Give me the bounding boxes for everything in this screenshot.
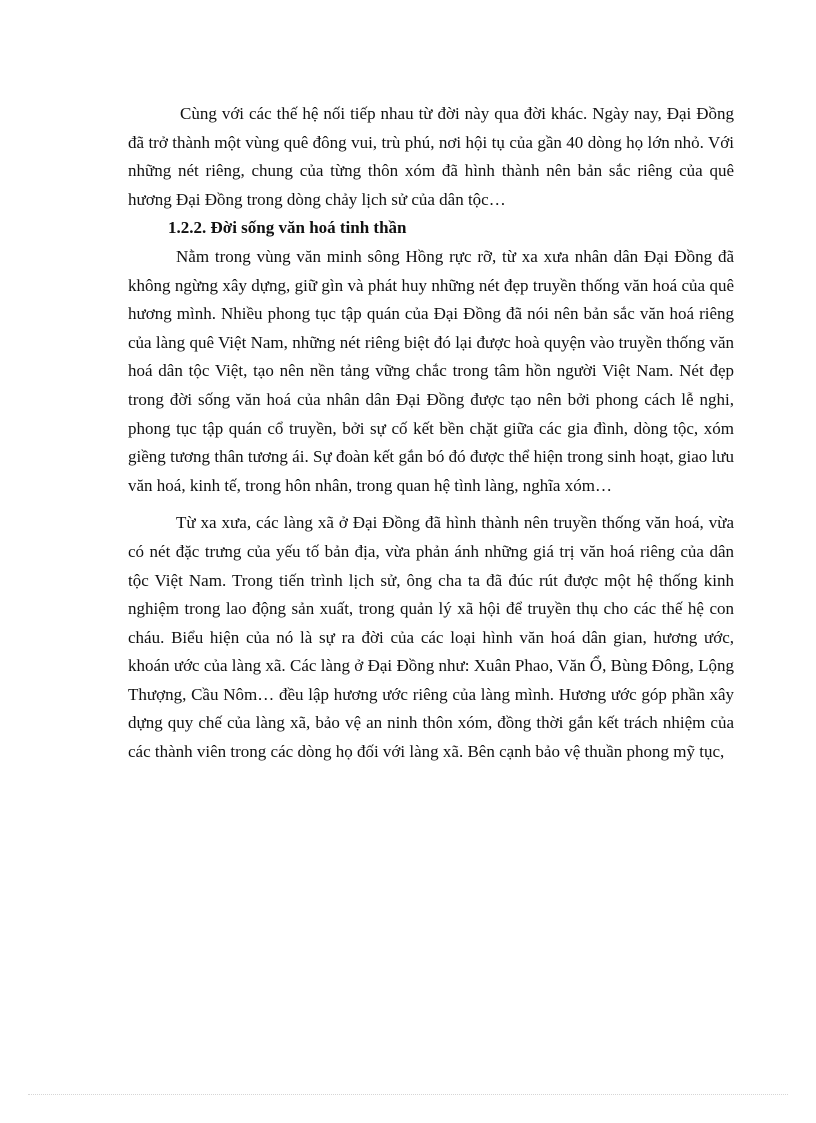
paragraph-culture: Nằm trong vùng văn minh sông Hồng rực rỡ, từ xa xưa nhân dân Đại Đồng đã không ngừng xây dựng, giữ gìn và phát huy những nét đẹp truyền thống văn hoá của quê hương mình. Nhiều phong tục tập quán của Đại Đồng đã nói nên bản sắc văn hoá riêng của làng quê Việt Nam, những nét riêng biệt đó lại được hoà quyện vào truyền thống văn hoá dân tộc Việt, tạo nên nền tảng vững chắc trong tâm hồn người Việt Nam. Nét đẹp trong đời sống văn hoá của nhân dân Đại Đồng được tạo nên bởi phong cách lễ nghi, phong tục tập quán cổ truyền, bởi sự cố kết bền chặt giữa các gia đình, dòng tộc, xóm giềng tương thân tương ái. Sự đoàn kết gắn bó đó được thể hiện trong sinh hoạt, giao lưu văn hoá, kinh tế, trong hôn nhân, trong quan hệ tình làng, nghĩa xóm… [128, 246, 734, 495]
document-page [128, 100, 734, 767]
paragraph-tradition: Từ xa xưa, các làng xã ở Đại Đồng đã hình thành nên truyền thống văn hoá, vừa có nét đặc trưng của yếu tố bản địa, vừa phản ánh những giá trị văn hoá riêng của dân tộc Việt Nam. Trong tiến trình lịch sử, ông cha ta đã đúc rút được một hệ thống kinh nghiệm trong lao động sản xuất, trong quản lý xã hội để truyền thụ cho các thế hệ con cháu. Biểu hiện của nó là sự ra đời của các loại hình văn hoá dân gian, hương ước, khoán ước của làng xã. Các làng ở Đại Đồng như: Xuân Phao, Văn Ổ, Bùng Đông, Lộng Thượng, Cầu Nôm… đều lập hương ước riêng của làng mình. Hương ước góp phần xây dựng quy chế của làng xã, bảo vệ an ninh thôn xóm, đồng thời gắn kết trách nhiệm của các thành viên trong các dòng họ đối với làng xã. Bên cạnh bảo vệ thuần phong mỹ tục, [128, 513, 734, 762]
page-bottom-rule [28, 1094, 788, 1095]
section-heading: 1.2.2. Đời sống văn hoá tinh thần [168, 218, 407, 238]
paragraph-gap [128, 500, 734, 509]
paragraph-intro: Cùng với các thế hệ nối tiếp nhau từ đời này qua đời khác. Ngày nay, Đại Đồng đã trở thành một vùng quê đông vui, trù phú, nơi hội tụ của gần 40 dòng họ lớn nhỏ. Với những nét riêng, chung của từng thôn xóm đã hình thành nên bản sắc riêng của quê hương Đại Đồng trong dòng chảy lịch sử của dân tộc… [128, 104, 734, 209]
